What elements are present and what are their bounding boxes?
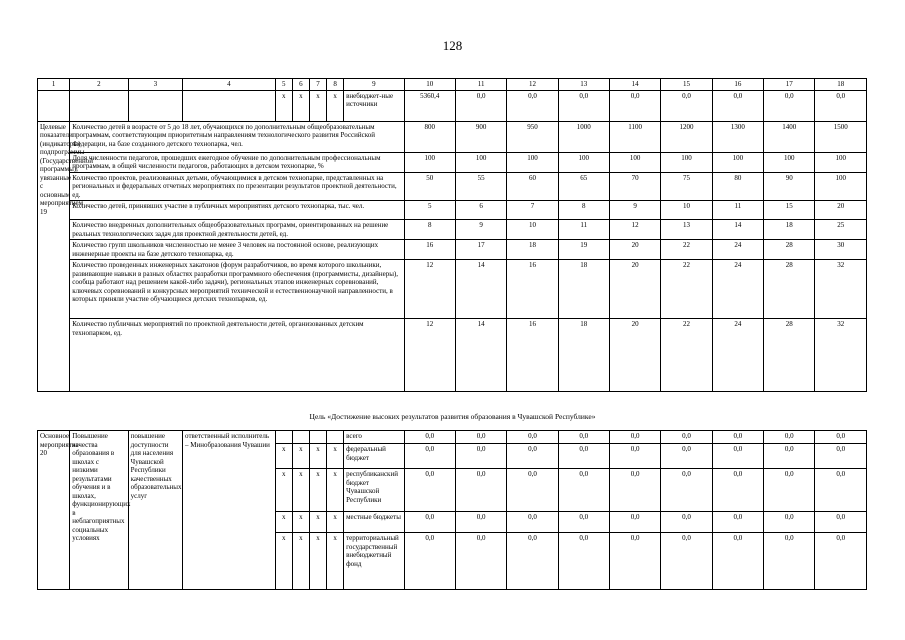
indicator-value: 50: [404, 172, 455, 201]
lower-table: [37, 430, 867, 590]
indicator-row: [38, 240, 867, 260]
indicator-value: 900: [455, 121, 506, 152]
financing-source: местные бюджеты: [344, 512, 404, 533]
column-header: 4: [183, 79, 276, 91]
column-header: 10: [404, 79, 455, 91]
value-cell: 0,0: [507, 533, 558, 590]
column-header: 5: [275, 79, 292, 91]
x-mark: x: [327, 533, 344, 590]
value-cell: 0,0: [661, 533, 712, 590]
column-header: 7: [309, 79, 326, 91]
value-cell: 0,0: [661, 512, 712, 533]
indicator-value: 70: [609, 172, 660, 201]
indicator-value: 32: [815, 319, 867, 392]
financing-source: территориальный государственный внебюджетный фонд: [344, 533, 404, 590]
indicator-value: 20: [609, 319, 660, 392]
indicator-value: 15: [764, 201, 815, 220]
column-header: 2: [70, 79, 128, 91]
indicator-value: 100: [404, 152, 455, 172]
value-cell: 0,0: [815, 512, 867, 533]
column-header: 14: [609, 79, 660, 91]
value-cell: 0,0: [609, 431, 660, 444]
x-mark: x: [275, 90, 292, 121]
indicator-value: 11: [558, 220, 609, 240]
measure-col3: повышение доступности для населения Чувашской Республики качественных образовательных услуг: [128, 431, 182, 590]
indicator-value: 16: [507, 319, 558, 392]
value-cell: 0,0: [661, 431, 712, 444]
indicator-value: 25: [815, 220, 867, 240]
indicator-value: 8: [558, 201, 609, 220]
indicator-value: 20: [609, 260, 660, 319]
x-mark: x: [275, 533, 292, 590]
x-mark: x: [292, 533, 309, 590]
indicator-value: 100: [764, 152, 815, 172]
indicator-value: 11: [712, 201, 763, 220]
value-cell: 0,0: [404, 444, 455, 469]
value-cell: 0,0: [712, 444, 763, 469]
value-cell: 0,0: [558, 431, 609, 444]
x-mark: x: [292, 469, 309, 512]
value-cell: 0,0: [455, 469, 506, 512]
value-cell: 0,0: [404, 512, 455, 533]
indicator-value: 7: [507, 201, 558, 220]
indicators-label: Целевые показатели (индикаторы) подпрограммы (Государственной программы), увязанные с основным мероприятием 19: [38, 121, 70, 392]
indicator-text: Количество проведенных инженерных хакатонов (форум разработчиков, во время которого школьники, развивающие навыки в разных областях разработки программного обеспечения (программисты, дизайнеры), сообща работают над решением какой-либо задачи), региональных этапов инженерных соревнований, ключевых соревнований и конкурсных мероприятий технической и естественнонаучной направленности, в которых приняли участие обучающиеся детских технопарков, ед.: [70, 260, 404, 319]
value-cell: 0,0: [455, 444, 506, 469]
indicator-value: 800: [404, 121, 455, 152]
value-cell: 0,0: [712, 90, 763, 121]
indicator-text: Количество проектов, реализованных детьми, обучающимися в детском технопарке, представленных на региональных и федеральных отчетных мероприятиях по презентации результатов проектной деятельности, ед.: [70, 172, 404, 201]
indicator-value: 18: [558, 260, 609, 319]
value-cell: 0,0: [558, 533, 609, 590]
value-cell: 0,0: [455, 512, 506, 533]
value-cell: 0,0: [609, 533, 660, 590]
value-cell: 0,0: [558, 469, 609, 512]
indicator-row: [38, 220, 867, 240]
indicator-value: 1200: [661, 121, 712, 152]
column-header: 6: [292, 79, 309, 91]
indicator-value: 100: [815, 152, 867, 172]
value-cell: 0,0: [455, 431, 506, 444]
value-cell: 0,0: [764, 431, 815, 444]
value-cell: 0,0: [764, 444, 815, 469]
value-cell: 0,0: [815, 444, 867, 469]
indicator-value: 60: [507, 172, 558, 201]
financing-source: внебюджет-ные источники: [344, 90, 404, 121]
indicator-value: 6: [455, 201, 506, 220]
indicator-value: 8: [404, 220, 455, 240]
value-cell: 0,0: [609, 444, 660, 469]
value-cell: 0,0: [815, 533, 867, 590]
indicator-text: Количество детей в возрасте от 5 до 18 лет, обучающихся по дополнительным общеобразовательным программам, соответствующим приоритетным направлениям технологического развития Российской Федерации, на базе созданного детского технопарка, чел.: [70, 121, 404, 152]
indicator-value: 950: [507, 121, 558, 152]
indicator-value: 100: [609, 152, 660, 172]
column-header: 1: [38, 79, 70, 91]
value-cell: 0,0: [661, 444, 712, 469]
indicator-value: 18: [764, 220, 815, 240]
value-cell: 0,0: [609, 469, 660, 512]
value-cell: 0,0: [507, 469, 558, 512]
value-cell: 0,0: [558, 512, 609, 533]
x-mark: x: [275, 512, 292, 533]
x-mark: x: [327, 512, 344, 533]
x-mark: x: [327, 444, 344, 469]
x-mark: x: [309, 90, 326, 121]
indicator-value: 17: [455, 240, 506, 260]
value-cell: 0,0: [404, 533, 455, 590]
value-cell: 0,0: [661, 90, 712, 121]
value-cell: 0,0: [609, 90, 660, 121]
indicator-value: 12: [404, 260, 455, 319]
x-mark: x: [327, 90, 344, 121]
value-cell: 0,0: [507, 90, 558, 121]
indicator-value: 16: [404, 240, 455, 260]
indicator-value: 100: [661, 152, 712, 172]
x-mark: x: [309, 444, 326, 469]
value-cell: 0,0: [507, 512, 558, 533]
indicator-value: 30: [815, 240, 867, 260]
indicator-value: 9: [609, 201, 660, 220]
column-header: 18: [815, 79, 867, 91]
value-cell: 0,0: [661, 469, 712, 512]
indicator-value: 13: [661, 220, 712, 240]
x-mark: x: [292, 444, 309, 469]
x-mark: x: [309, 512, 326, 533]
indicator-value: 22: [661, 319, 712, 392]
indicator-value: 28: [764, 240, 815, 260]
value-cell: 0,0: [558, 90, 609, 121]
value-cell: 0,0: [712, 469, 763, 512]
indicator-row: [38, 172, 867, 201]
value-cell: 0,0: [404, 431, 455, 444]
column-header: 11: [455, 79, 506, 91]
indicator-value: 100: [712, 152, 763, 172]
page-number: 128: [442, 38, 463, 53]
indicator-value: 90: [764, 172, 815, 201]
indicator-value: 5: [404, 201, 455, 220]
indicator-value: 14: [712, 220, 763, 240]
value-cell: 0,0: [712, 512, 763, 533]
value-cell: 0,0: [815, 469, 867, 512]
indicator-value: 16: [507, 260, 558, 319]
indicator-value: 22: [661, 260, 712, 319]
indicator-value: 65: [558, 172, 609, 201]
x-mark: [292, 431, 309, 444]
x-mark: [309, 431, 326, 444]
column-header: 12: [507, 79, 558, 91]
measure-col1: Основное мероприятие 20: [38, 431, 70, 590]
indicator-value: 12: [404, 319, 455, 392]
value-cell: 5360,4: [404, 90, 455, 121]
indicator-row: [38, 319, 867, 392]
measure-row: [38, 431, 867, 444]
indicator-row: [38, 152, 867, 172]
financing-row: [38, 90, 867, 121]
indicator-value: 22: [661, 240, 712, 260]
indicator-value: 75: [661, 172, 712, 201]
indicator-row: [38, 260, 867, 319]
value-cell: 0,0: [815, 90, 867, 121]
indicator-value: 1000: [558, 121, 609, 152]
financing-source: республиканский бюджет Чувашской Республики: [344, 469, 404, 512]
indicator-value: 28: [764, 260, 815, 319]
indicator-value: 12: [609, 220, 660, 240]
indicator-value: 20: [609, 240, 660, 260]
measure-col4: ответственный исполнитель – Минобразования Чувашии: [183, 431, 276, 590]
indicator-value: 1500: [815, 121, 867, 152]
indicator-value: 10: [507, 220, 558, 240]
value-cell: 0,0: [764, 512, 815, 533]
value-cell: 0,0: [609, 512, 660, 533]
indicator-value: 100: [507, 152, 558, 172]
x-mark: x: [275, 469, 292, 512]
value-cell: 0,0: [764, 469, 815, 512]
x-mark: [275, 431, 292, 444]
value-cell: 0,0: [507, 444, 558, 469]
column-header: 17: [764, 79, 815, 91]
value-cell: 0,0: [712, 431, 763, 444]
indicator-value: 9: [455, 220, 506, 240]
indicator-value: 100: [815, 172, 867, 201]
indicator-value: 80: [712, 172, 763, 201]
x-mark: x: [327, 469, 344, 512]
indicator-text: Доля численности педагогов, прошедших ежегодное обучение по дополнительным профессиональным программам, в общей численности педагогов, работающих в детском технопарке, %: [70, 152, 404, 172]
column-header: 8: [327, 79, 344, 91]
measure-col2: Повышение качества образования в школах с низкими результатами обучения и в школах, функционирующих в неблагоприятных социальных условиях: [70, 431, 128, 590]
value-cell: 0,0: [507, 431, 558, 444]
value-cell: 0,0: [764, 90, 815, 121]
column-header: 13: [558, 79, 609, 91]
indicator-value: 24: [712, 260, 763, 319]
indicator-value: 14: [455, 260, 506, 319]
x-mark: x: [309, 533, 326, 590]
indicator-value: 55: [455, 172, 506, 201]
value-cell: 0,0: [712, 533, 763, 590]
indicator-text: Количество публичных мероприятий по проектной деятельности детей, организованных детским технопарком, ед.: [70, 319, 404, 392]
indicator-value: 28: [764, 319, 815, 392]
x-mark: x: [292, 90, 309, 121]
indicator-text: Количество групп школьников численностью не менее 3 человек на постоянной основе, реализующих инженерные проекты на базе детского технопарка, ед.: [70, 240, 404, 260]
x-mark: x: [275, 444, 292, 469]
indicator-row: [38, 121, 867, 152]
column-header: 15: [661, 79, 712, 91]
indicator-value: 100: [455, 152, 506, 172]
financing-source: федеральный бюджет: [344, 444, 404, 469]
column-header: 3: [128, 79, 182, 91]
column-header: 9: [344, 79, 404, 91]
indicator-text: Количество детей, принявших участие в публичных мероприятиях детского технопарка, тыс. чел.: [70, 201, 404, 220]
value-cell: 0,0: [455, 533, 506, 590]
financing-source: всего: [344, 431, 404, 444]
indicator-value: 1300: [712, 121, 763, 152]
indicator-value: 100: [558, 152, 609, 172]
indicator-value: 18: [558, 319, 609, 392]
indicator-value: 1100: [609, 121, 660, 152]
value-cell: 0,0: [764, 533, 815, 590]
indicator-value: 32: [815, 260, 867, 319]
value-cell: 0,0: [455, 90, 506, 121]
column-header: 16: [712, 79, 763, 91]
column-header-row: [38, 79, 867, 91]
indicator-value: 20: [815, 201, 867, 220]
x-mark: [327, 431, 344, 444]
value-cell: 0,0: [558, 444, 609, 469]
value-cell: 0,0: [815, 431, 867, 444]
upper-table: [37, 78, 867, 392]
x-mark: x: [309, 469, 326, 512]
indicator-row: [38, 201, 867, 220]
indicator-value: 19: [558, 240, 609, 260]
value-cell: 0,0: [404, 469, 455, 512]
indicator-value: 14: [455, 319, 506, 392]
x-mark: x: [292, 512, 309, 533]
indicator-value: 18: [507, 240, 558, 260]
indicator-text: Количество внедренных дополнительных общеобразовательных программ, ориентированных на решение реальных технологических задач для проектной деятельности детей, ед.: [70, 220, 404, 240]
indicator-value: 24: [712, 319, 763, 392]
goal-heading: Цель «Достижение высоких результатов развития образования в Чувашской Республике»: [309, 412, 596, 421]
indicator-value: 24: [712, 240, 763, 260]
indicator-value: 10: [661, 201, 712, 220]
indicator-value: 1400: [764, 121, 815, 152]
